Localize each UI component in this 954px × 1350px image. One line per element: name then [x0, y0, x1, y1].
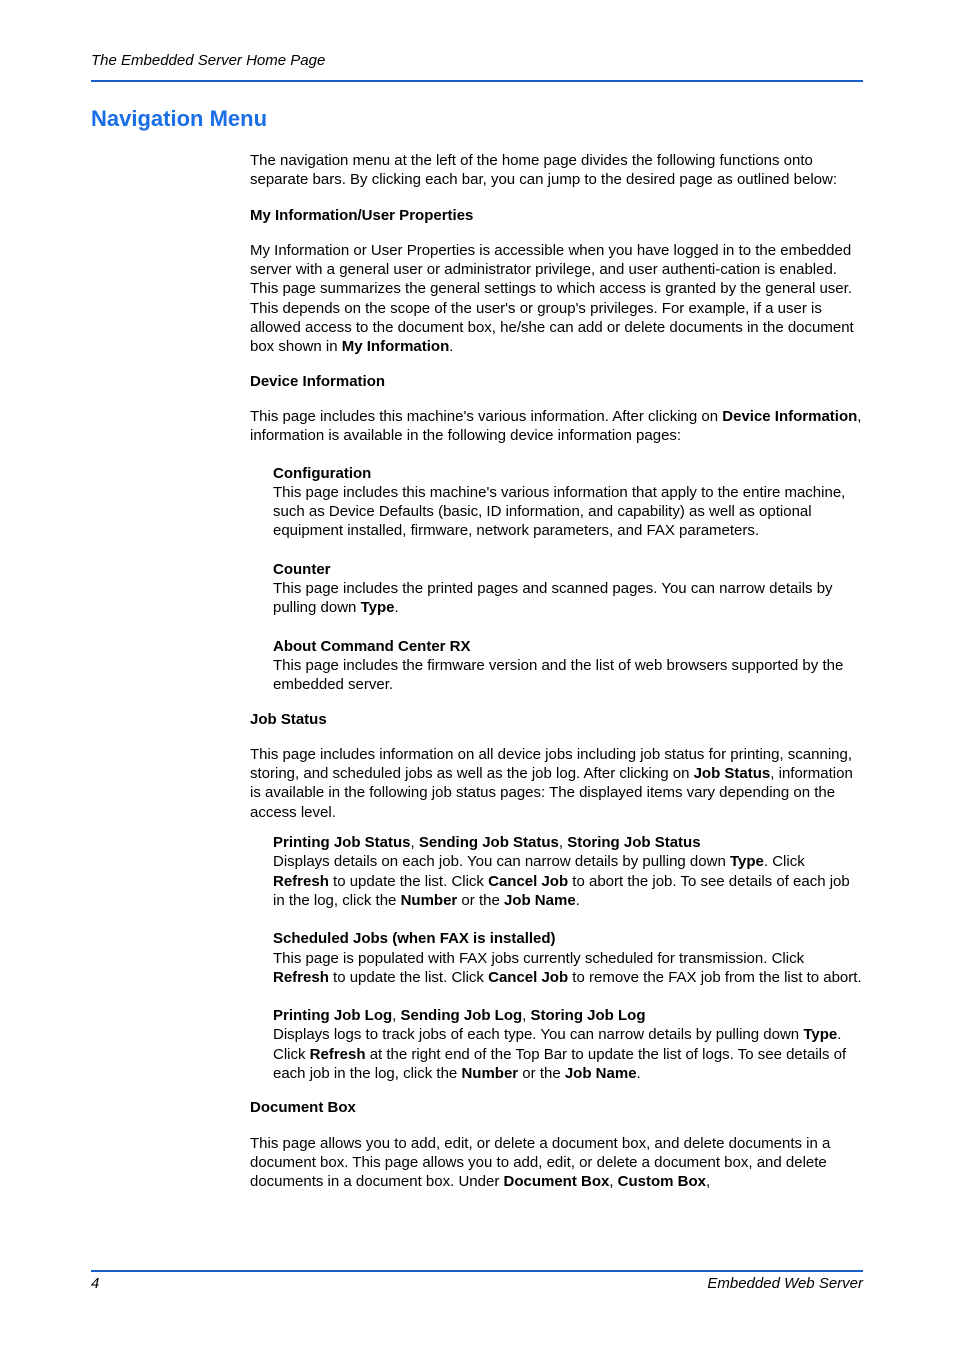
- subsection-text: [273, 949, 863, 988]
- page-number: 4: [91, 1275, 100, 1292]
- subsection-text: [273, 1025, 863, 1083]
- bold-term: Type: [729, 853, 764, 871]
- text-run: This page allows you to add, edit, or delete a document box, and delete documents in a document box. This page allows you to add, edit, or delete a document box, and delete documents in a document box. Under: [250, 1134, 831, 1191]
- bold-term: Storing Job Status: [567, 834, 701, 852]
- section-heading-my-information: My Information/User Properties: [250, 206, 474, 224]
- text-run: , information is available in the following job status pages: The displayed items vary depending on the access level.: [250, 765, 853, 821]
- text-run: to remove the FAX job from the list to abort.: [568, 968, 862, 986]
- text-run: . Click: [273, 1026, 842, 1063]
- bold-term: Custom Box: [617, 1173, 707, 1191]
- separator: ,: [392, 1007, 401, 1025]
- bold-term: Number: [461, 1064, 519, 1082]
- bold-term: Sending Job Log: [400, 1007, 523, 1025]
- text-run: .: [394, 599, 399, 617]
- text-run: Displays logs to track jobs of each type. You can narrow details by pulling down: [273, 1026, 804, 1044]
- header-rule: [91, 80, 863, 82]
- subsection-title: Configuration: [273, 464, 372, 482]
- section-heading-device-information: Device Information: [250, 372, 386, 390]
- text-run: .: [636, 1064, 641, 1082]
- bold-term: Refresh: [309, 1045, 366, 1063]
- bold-term: Document Box: [503, 1173, 610, 1191]
- text-run: , information is available in the following device information pages:: [250, 407, 862, 445]
- text-run: at the right end of the Top Bar to update the list of logs. To see details of each job in the log, click the: [273, 1045, 847, 1082]
- text-run: . Click: [763, 853, 805, 871]
- separator: ,: [522, 1007, 531, 1025]
- bold-term: My Information: [341, 338, 450, 356]
- text-run: This page is populated with FAX jobs currently scheduled for transmission. Click: [273, 949, 805, 967]
- bold-term: Type: [360, 599, 395, 617]
- text-run: .: [449, 338, 454, 356]
- my-information-paragraph: [250, 241, 863, 357]
- subsection-about: [273, 637, 863, 695]
- text-run: ,: [609, 1173, 618, 1191]
- text-run: or the: [457, 891, 504, 909]
- text-run: Displays details on each job. You can narrow details by pulling down: [273, 853, 730, 871]
- subsection-text: This page includes this machine's various information that apply to the entire machine, such as Device Defaults (basic, ID information, and capability) as well as optional equipment installed, firmware, network parameters, and FAX parameters.: [273, 483, 846, 540]
- subsection-job-logs: [273, 1006, 863, 1083]
- bold-term: Printing Job Log: [273, 1007, 393, 1025]
- bold-term: Job Name: [503, 891, 576, 909]
- text-run: to update the list. Click: [328, 872, 489, 890]
- bold-term: Type: [803, 1026, 838, 1044]
- text-run: This page includes the printed pages and scanned pages. You can narrow details by pulling down: [273, 580, 833, 617]
- text-run: This page includes this machine's various information. After clicking on: [250, 407, 723, 425]
- running-header: The Embedded Server Home Page: [91, 52, 326, 69]
- text-run: ,: [706, 1173, 711, 1191]
- main-content: [250, 151, 863, 1191]
- subsection-title: [273, 833, 863, 852]
- text-run: .: [575, 891, 580, 909]
- footer-rule: [91, 1270, 863, 1272]
- subsection-title: Counter: [273, 560, 331, 578]
- bold-term: Storing Job Log: [530, 1007, 646, 1025]
- subsection-text: [273, 579, 863, 618]
- subsection-job-status-pages: [273, 833, 863, 910]
- subsection-configuration: [273, 464, 863, 541]
- job-status-paragraph: [250, 745, 863, 822]
- bold-term: Device Information: [722, 407, 858, 425]
- text-run: to abort the job. To see details of each job in the log, click the: [273, 872, 850, 909]
- section-heading-document-box: Document Box: [250, 1099, 356, 1117]
- subsection-title: Scheduled Jobs (when FAX is installed): [273, 930, 556, 948]
- separator: ,: [410, 834, 419, 852]
- page-title: Navigation Menu: [91, 106, 268, 131]
- subsection-counter: [273, 560, 863, 618]
- bold-term: Refresh: [273, 968, 329, 986]
- separator: ,: [558, 834, 568, 852]
- text-run: to update the list. Click: [328, 968, 489, 986]
- subsection-text: [273, 852, 863, 910]
- text-run: or the: [518, 1064, 565, 1082]
- text-run: This page includes information on all device jobs including job status for printing, scanning, storing, and scheduled jobs as well as the job log. After clicking on: [250, 745, 853, 783]
- document-box-paragraph: [250, 1134, 863, 1192]
- bold-term: Number: [400, 891, 458, 909]
- device-information-paragraph: [250, 407, 863, 446]
- subsection-title: [273, 1006, 863, 1025]
- intro-paragraph: The navigation menu at the left of the home page divides the following functions onto separate bars. By clicking each bar, you can jump to the desired page as outlined below:: [250, 152, 838, 189]
- subsection-title: About Command Center RX: [273, 637, 471, 655]
- section-heading-job-status: Job Status: [250, 710, 327, 728]
- bold-term: Job Name: [564, 1064, 637, 1082]
- footer-title: Embedded Web Server: [707, 1275, 863, 1292]
- bold-term: Printing Job Status: [273, 834, 411, 852]
- subsection-text: This page includes the firmware version and the list of web browsers supported by the embedded server.: [273, 656, 844, 694]
- text-run: My Information or User Properties is accessible when you have logged in to the embedded server with a general user or administrator privilege, and user authenti-cation is enabled. This page summarizes the general settings to which access is granted by the general user. This depends on the scope of the user's or group's privileges. For example, if a user is allowed access to the document box, he/she can add or delete documents in the document box shown in: [250, 241, 854, 356]
- bold-term: Cancel Job: [488, 968, 569, 986]
- bold-term: Cancel Job: [488, 872, 569, 890]
- bold-term: Refresh: [273, 872, 329, 890]
- bold-term: Job Status: [693, 765, 771, 783]
- subsection-scheduled-jobs: [273, 929, 863, 987]
- bold-term: Sending Job Status: [418, 834, 559, 852]
